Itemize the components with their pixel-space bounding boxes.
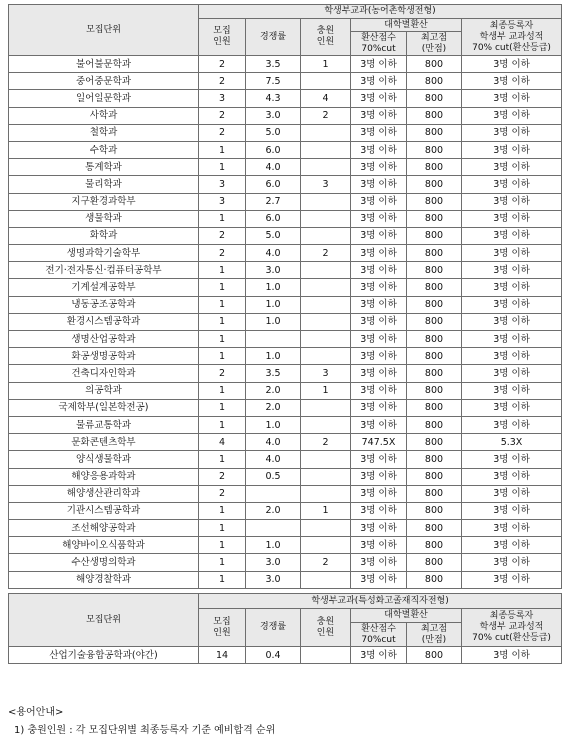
table-row xyxy=(9,434,562,451)
conv-score-cell: 3명 이하 xyxy=(351,571,407,588)
ratio-cell: 5.0 xyxy=(246,124,301,141)
ratio-cell: 3.0 xyxy=(246,107,301,124)
extra-cell xyxy=(301,399,351,416)
max-score-cell: 800 xyxy=(407,399,462,416)
unit-cell: 지구환경과학부 xyxy=(9,193,199,210)
final-cell: 3명 이하 xyxy=(462,571,562,588)
header-unit: 모집단위 xyxy=(9,5,199,56)
header-univ-conv: 대학별환산 xyxy=(351,609,462,623)
max-score-cell: 800 xyxy=(407,468,462,485)
final-cell: 3명 이하 xyxy=(462,227,562,244)
unit-cell: 해양생산관리학과 xyxy=(9,485,199,502)
unit-cell: 중어중문학과 xyxy=(9,73,199,90)
extra-cell xyxy=(301,193,351,210)
header-quota: 모집 인원 xyxy=(199,609,246,647)
max-score-cell: 800 xyxy=(407,176,462,193)
header-unit: 모집단위 xyxy=(9,594,199,647)
unit-cell: 물류교통학과 xyxy=(9,416,199,433)
unit-cell: 조선해양공학과 xyxy=(9,520,199,537)
unit-cell: 해양바이오식품학과 xyxy=(9,537,199,554)
table-row xyxy=(9,90,562,107)
extra-cell xyxy=(301,73,351,90)
final-cell: 3명 이하 xyxy=(462,107,562,124)
ratio-cell: 4.0 xyxy=(246,159,301,176)
final-cell: 3명 이하 xyxy=(462,124,562,141)
unit-cell: 철학과 xyxy=(9,124,199,141)
final-cell: 3명 이하 xyxy=(462,399,562,416)
extra-cell xyxy=(301,262,351,279)
max-score-cell: 800 xyxy=(407,520,462,537)
extra-cell xyxy=(301,124,351,141)
max-score-cell: 800 xyxy=(407,279,462,296)
extra-cell xyxy=(301,485,351,502)
extra-cell: 1 xyxy=(301,502,351,519)
extra-cell: 2 xyxy=(301,245,351,262)
final-cell: 3명 이하 xyxy=(462,56,562,73)
ratio-cell: 6.0 xyxy=(246,141,301,158)
quota-cell: 1 xyxy=(199,451,246,468)
quota-cell: 2 xyxy=(199,107,246,124)
table-row xyxy=(9,56,562,73)
unit-cell: 기관시스템공학과 xyxy=(9,502,199,519)
table-row xyxy=(9,193,562,210)
final-cell: 3명 이하 xyxy=(462,73,562,90)
final-cell: 3명 이하 xyxy=(462,382,562,399)
quota-cell: 1 xyxy=(199,348,246,365)
ratio-cell xyxy=(246,520,301,537)
extra-cell xyxy=(301,331,351,348)
unit-cell: 물리학과 xyxy=(9,176,199,193)
max-score-cell: 800 xyxy=(407,245,462,262)
notes-title: <용어안내> xyxy=(8,707,64,718)
header-final: 최종등록자 학생부 교과성적 70% cut(환산등급) xyxy=(462,19,562,56)
conv-score-cell: 3명 이하 xyxy=(351,262,407,279)
extra-cell xyxy=(301,210,351,227)
max-score-cell: 800 xyxy=(407,331,462,348)
header-univ-conv: 대학별환산 xyxy=(351,19,462,32)
conv-score-cell: 3명 이하 xyxy=(351,416,407,433)
max-score-cell: 800 xyxy=(407,416,462,433)
unit-cell: 해양응용과학과 xyxy=(9,468,199,485)
unit-cell: 불어불문학과 xyxy=(9,56,199,73)
unit-cell: 생명과학기술학부 xyxy=(9,245,199,262)
quota-cell: 1 xyxy=(199,279,246,296)
conv-score-cell: 3명 이하 xyxy=(351,107,407,124)
conv-score-cell: 3명 이하 xyxy=(351,56,407,73)
quota-cell: 1 xyxy=(199,159,246,176)
header-group: 학생부교과(농어촌학생전형) xyxy=(199,5,562,19)
ratio-cell: 1.0 xyxy=(246,279,301,296)
header-max-score: 최고점 (만점) xyxy=(407,623,462,647)
unit-cell: 환경시스템공학과 xyxy=(9,313,199,330)
conv-score-cell: 3명 이하 xyxy=(351,647,407,664)
conv-score-cell: 3명 이하 xyxy=(351,90,407,107)
quota-cell: 3 xyxy=(199,193,246,210)
ratio-cell: 0.5 xyxy=(246,468,301,485)
header-group: 학생부교과(특성화고졸재직자전형) xyxy=(199,594,562,609)
extra-cell: 2 xyxy=(301,554,351,571)
final-cell: 3명 이하 xyxy=(462,331,562,348)
final-cell: 3명 이하 xyxy=(462,647,562,664)
extra-cell: 2 xyxy=(301,107,351,124)
table-row xyxy=(9,262,562,279)
header-extra: 충원 인원 xyxy=(301,609,351,647)
unit-cell: 화공생명공학과 xyxy=(9,348,199,365)
quota-cell: 1 xyxy=(199,141,246,158)
conv-score-cell: 3명 이하 xyxy=(351,141,407,158)
table-row xyxy=(9,468,562,485)
max-score-cell: 800 xyxy=(407,159,462,176)
max-score-cell: 800 xyxy=(407,348,462,365)
ratio-cell: 2.0 xyxy=(246,502,301,519)
final-cell: 3명 이하 xyxy=(462,554,562,571)
extra-cell xyxy=(301,279,351,296)
admission-results-table-vocational xyxy=(8,593,562,664)
table-row xyxy=(9,416,562,433)
final-cell: 3명 이하 xyxy=(462,416,562,433)
extra-cell xyxy=(301,296,351,313)
extra-cell xyxy=(301,348,351,365)
unit-cell: 수학과 xyxy=(9,141,199,158)
quota-cell: 2 xyxy=(199,73,246,90)
conv-score-cell: 3명 이하 xyxy=(351,468,407,485)
header-conv-score: 환산점수 70%cut xyxy=(351,32,407,56)
max-score-cell: 800 xyxy=(407,90,462,107)
extra-cell: 3 xyxy=(301,365,351,382)
extra-cell xyxy=(301,571,351,588)
quota-cell: 2 xyxy=(199,485,246,502)
ratio-cell: 2.0 xyxy=(246,399,301,416)
unit-cell: 냉동공조공학과 xyxy=(9,296,199,313)
quota-cell: 1 xyxy=(199,296,246,313)
conv-score-cell: 3명 이하 xyxy=(351,176,407,193)
unit-cell: 통계학과 xyxy=(9,159,199,176)
final-cell: 3명 이하 xyxy=(462,176,562,193)
ratio-cell: 3.5 xyxy=(246,365,301,382)
ratio-cell: 7.5 xyxy=(246,73,301,90)
extra-cell xyxy=(301,537,351,554)
extra-cell: 2 xyxy=(301,434,351,451)
table-row xyxy=(9,399,562,416)
header-ratio: 경쟁률 xyxy=(246,609,301,647)
quota-cell: 2 xyxy=(199,124,246,141)
conv-score-cell: 3명 이하 xyxy=(351,73,407,90)
ratio-cell: 6.0 xyxy=(246,176,301,193)
extra-cell: 3 xyxy=(301,176,351,193)
conv-score-cell: 3명 이하 xyxy=(351,227,407,244)
max-score-cell: 800 xyxy=(407,537,462,554)
ratio-cell: 1.0 xyxy=(246,313,301,330)
ratio-cell: 6.0 xyxy=(246,210,301,227)
final-cell: 3명 이하 xyxy=(462,90,562,107)
max-score-cell: 800 xyxy=(407,451,462,468)
final-cell: 3명 이하 xyxy=(462,502,562,519)
table-row xyxy=(9,245,562,262)
ratio-cell xyxy=(246,331,301,348)
final-cell: 3명 이하 xyxy=(462,141,562,158)
header-max-score: 최고점 (만점) xyxy=(407,32,462,56)
final-cell: 3명 이하 xyxy=(462,451,562,468)
unit-cell: 산업기술융합공학과(야간) xyxy=(9,647,199,664)
final-cell: 3명 이하 xyxy=(462,468,562,485)
conv-score-cell: 3명 이하 xyxy=(351,365,407,382)
unit-cell: 해양경찰학과 xyxy=(9,571,199,588)
ratio-cell: 3.0 xyxy=(246,554,301,571)
conv-score-cell: 3명 이하 xyxy=(351,451,407,468)
unit-cell: 건축디자인학과 xyxy=(9,365,199,382)
unit-cell: 문화콘텐츠학부 xyxy=(9,434,199,451)
conv-score-cell: 3명 이하 xyxy=(351,159,407,176)
unit-cell: 양식생물학과 xyxy=(9,451,199,468)
table-row xyxy=(9,571,562,588)
table-row xyxy=(9,382,562,399)
ratio-cell: 1.0 xyxy=(246,537,301,554)
conv-score-cell: 747.5X xyxy=(351,434,407,451)
conv-score-cell: 3명 이하 xyxy=(351,382,407,399)
final-cell: 3명 이하 xyxy=(462,262,562,279)
table-row xyxy=(9,647,562,664)
quota-cell: 4 xyxy=(199,434,246,451)
max-score-cell: 800 xyxy=(407,296,462,313)
table-row xyxy=(9,502,562,519)
extra-cell xyxy=(301,416,351,433)
quota-cell: 1 xyxy=(199,382,246,399)
table-row xyxy=(9,279,562,296)
conv-score-cell: 3명 이하 xyxy=(351,124,407,141)
quota-cell: 1 xyxy=(199,520,246,537)
extra-cell xyxy=(301,647,351,664)
table-row xyxy=(9,520,562,537)
conv-score-cell: 3명 이하 xyxy=(351,348,407,365)
conv-score-cell: 3명 이하 xyxy=(351,537,407,554)
max-score-cell: 800 xyxy=(407,262,462,279)
table-row xyxy=(9,313,562,330)
unit-cell: 기계설계공학부 xyxy=(9,279,199,296)
ratio-cell: 0.4 xyxy=(246,647,301,664)
unit-cell: 일어일문학과 xyxy=(9,90,199,107)
final-cell: 3명 이하 xyxy=(462,279,562,296)
final-cell: 3명 이하 xyxy=(462,348,562,365)
max-score-cell: 800 xyxy=(407,56,462,73)
final-cell: 3명 이하 xyxy=(462,537,562,554)
ratio-cell: 3.0 xyxy=(246,262,301,279)
table-row xyxy=(9,159,562,176)
quota-cell: 1 xyxy=(199,399,246,416)
extra-cell xyxy=(301,520,351,537)
extra-cell: 1 xyxy=(301,56,351,73)
max-score-cell: 800 xyxy=(407,227,462,244)
conv-score-cell: 3명 이하 xyxy=(351,485,407,502)
quota-cell: 2 xyxy=(199,365,246,382)
max-score-cell: 800 xyxy=(407,382,462,399)
table-row xyxy=(9,348,562,365)
table-row xyxy=(9,210,562,227)
header-extra: 충원 인원 xyxy=(301,19,351,56)
note-item: 1) 충원인원 : 각 모집단위별 최종등록자 기준 예비합격 순위 xyxy=(14,725,276,736)
extra-cell xyxy=(301,141,351,158)
table-row xyxy=(9,107,562,124)
max-score-cell: 800 xyxy=(407,647,462,664)
max-score-cell: 800 xyxy=(407,434,462,451)
final-cell: 3명 이하 xyxy=(462,313,562,330)
max-score-cell: 800 xyxy=(407,571,462,588)
ratio-cell: 2.0 xyxy=(246,382,301,399)
header-conv-score: 환산점수 70%cut xyxy=(351,623,407,647)
ratio-cell: 1.0 xyxy=(246,296,301,313)
table-row xyxy=(9,227,562,244)
extra-cell xyxy=(301,227,351,244)
table-row xyxy=(9,73,562,90)
quota-cell: 1 xyxy=(199,502,246,519)
quota-cell: 1 xyxy=(199,262,246,279)
max-score-cell: 800 xyxy=(407,107,462,124)
extra-cell xyxy=(301,468,351,485)
conv-score-cell: 3명 이하 xyxy=(351,245,407,262)
conv-score-cell: 3명 이하 xyxy=(351,399,407,416)
quota-cell: 1 xyxy=(199,554,246,571)
final-cell: 3명 이하 xyxy=(462,193,562,210)
quota-cell: 3 xyxy=(199,176,246,193)
table-row xyxy=(9,451,562,468)
quota-cell: 1 xyxy=(199,210,246,227)
final-cell: 3명 이하 xyxy=(462,159,562,176)
max-score-cell: 800 xyxy=(407,554,462,571)
unit-cell: 전기·전자통신·컴퓨터공학부 xyxy=(9,262,199,279)
quota-cell: 2 xyxy=(199,468,246,485)
conv-score-cell: 3명 이하 xyxy=(351,520,407,537)
table-row xyxy=(9,176,562,193)
quota-cell: 14 xyxy=(199,647,246,664)
final-cell: 5.3X xyxy=(462,434,562,451)
conv-score-cell: 3명 이하 xyxy=(351,296,407,313)
quota-cell: 3 xyxy=(199,90,246,107)
ratio-cell: 1.0 xyxy=(246,348,301,365)
extra-cell xyxy=(301,159,351,176)
unit-cell: 사학과 xyxy=(9,107,199,124)
unit-cell: 의공학과 xyxy=(9,382,199,399)
unit-cell: 생물학과 xyxy=(9,210,199,227)
unit-cell: 국제학부(일본학전공) xyxy=(9,399,199,416)
admission-results-table-rural xyxy=(8,4,562,589)
conv-score-cell: 3명 이하 xyxy=(351,279,407,296)
terminology-notes xyxy=(8,706,275,738)
ratio-cell: 4.0 xyxy=(246,434,301,451)
final-cell: 3명 이하 xyxy=(462,210,562,227)
ratio-cell: 2.7 xyxy=(246,193,301,210)
conv-score-cell: 3명 이하 xyxy=(351,502,407,519)
quota-cell: 1 xyxy=(199,537,246,554)
ratio-cell: 3.0 xyxy=(246,571,301,588)
header-quota: 모집 인원 xyxy=(199,19,246,56)
table-row xyxy=(9,331,562,348)
quota-cell: 2 xyxy=(199,245,246,262)
max-score-cell: 800 xyxy=(407,124,462,141)
quota-cell: 1 xyxy=(199,416,246,433)
final-cell: 3명 이하 xyxy=(462,485,562,502)
ratio-cell xyxy=(246,485,301,502)
table-row xyxy=(9,537,562,554)
extra-cell xyxy=(301,313,351,330)
ratio-cell: 5.0 xyxy=(246,227,301,244)
conv-score-cell: 3명 이하 xyxy=(351,193,407,210)
header-ratio: 경쟁률 xyxy=(246,19,301,56)
final-cell: 3명 이하 xyxy=(462,296,562,313)
quota-cell: 1 xyxy=(199,571,246,588)
max-score-cell: 800 xyxy=(407,502,462,519)
max-score-cell: 800 xyxy=(407,193,462,210)
ratio-cell: 4.3 xyxy=(246,90,301,107)
quota-cell: 1 xyxy=(199,313,246,330)
ratio-cell: 3.5 xyxy=(246,56,301,73)
extra-cell xyxy=(301,451,351,468)
quota-cell: 2 xyxy=(199,227,246,244)
conv-score-cell: 3명 이하 xyxy=(351,331,407,348)
max-score-cell: 800 xyxy=(407,313,462,330)
extra-cell: 4 xyxy=(301,90,351,107)
max-score-cell: 800 xyxy=(407,365,462,382)
max-score-cell: 800 xyxy=(407,485,462,502)
unit-cell: 화학과 xyxy=(9,227,199,244)
conv-score-cell: 3명 이하 xyxy=(351,554,407,571)
final-cell: 3명 이하 xyxy=(462,365,562,382)
conv-score-cell: 3명 이하 xyxy=(351,313,407,330)
conv-score-cell: 3명 이하 xyxy=(351,210,407,227)
extra-cell: 1 xyxy=(301,382,351,399)
final-cell: 3명 이하 xyxy=(462,245,562,262)
table-row xyxy=(9,296,562,313)
unit-cell: 생명산업공학과 xyxy=(9,331,199,348)
max-score-cell: 800 xyxy=(407,210,462,227)
header-final: 최종등록자 학생부 교과성적 70% cut(환산등급) xyxy=(462,609,562,647)
ratio-cell: 1.0 xyxy=(246,416,301,433)
table-row xyxy=(9,485,562,502)
table-row xyxy=(9,365,562,382)
max-score-cell: 800 xyxy=(407,141,462,158)
final-cell: 3명 이하 xyxy=(462,520,562,537)
table-row xyxy=(9,554,562,571)
table-row xyxy=(9,141,562,158)
quota-cell: 2 xyxy=(199,56,246,73)
ratio-cell: 4.0 xyxy=(246,245,301,262)
max-score-cell: 800 xyxy=(407,73,462,90)
quota-cell: 1 xyxy=(199,331,246,348)
ratio-cell: 4.0 xyxy=(246,451,301,468)
unit-cell: 수산생명의학과 xyxy=(9,554,199,571)
table-row xyxy=(9,124,562,141)
